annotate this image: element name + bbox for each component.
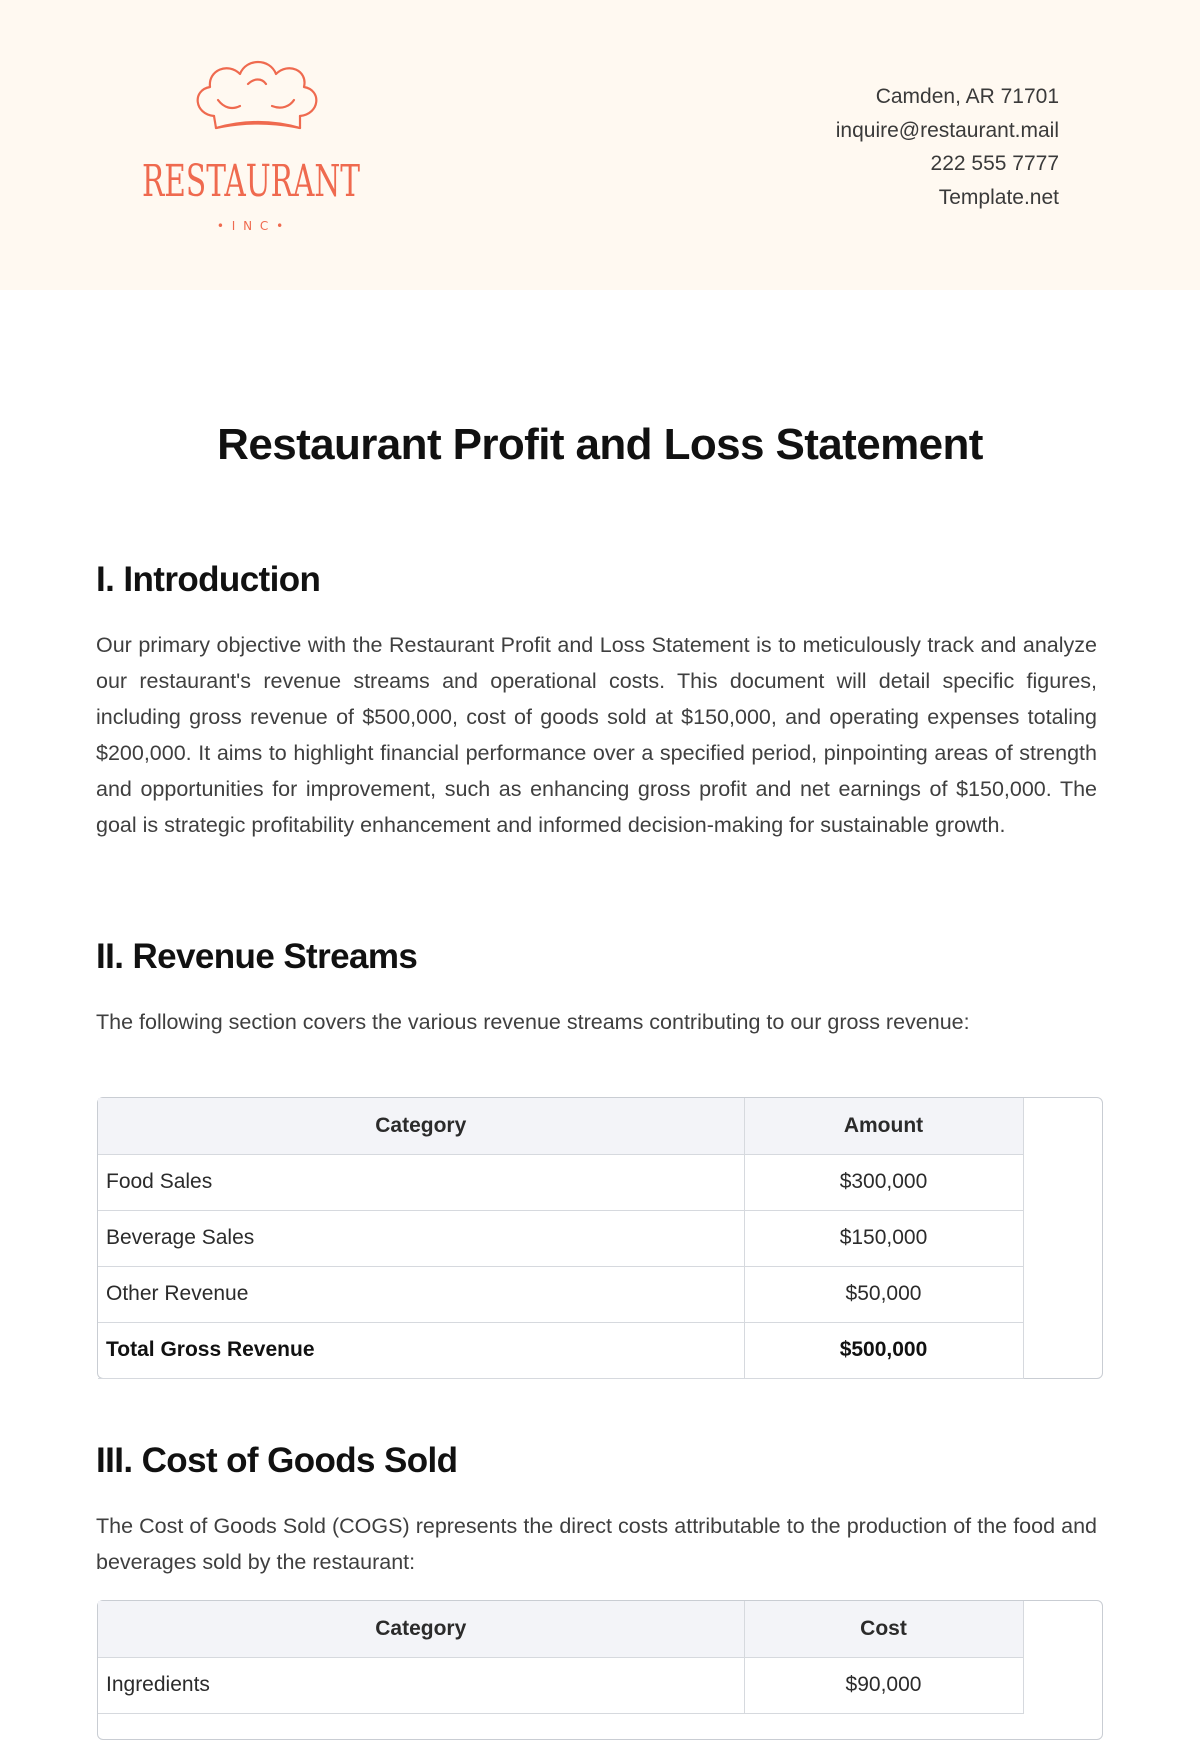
table-cell-cost: $90,000	[744, 1657, 1023, 1713]
table-row	[98, 1657, 1023, 1713]
section-heading-cogs: III. Cost of Goods Sold	[96, 1441, 458, 1480]
column-header-category: Category	[98, 1601, 744, 1657]
table-cell-category: Food Sales	[98, 1154, 744, 1210]
letterhead	[0, 0, 1200, 290]
restaurant-logo	[136, 54, 366, 239]
table-header-row	[98, 1601, 1023, 1657]
section-heading-revenue-streams: II. Revenue Streams	[96, 937, 418, 976]
column-header-cost: Cost	[744, 1601, 1023, 1657]
document-title: Restaurant Profit and Loss Statement	[217, 420, 983, 469]
cogs-table	[97, 1600, 1103, 1740]
table-cell-amount: $150,000	[744, 1210, 1023, 1266]
table-header-row	[98, 1098, 1023, 1154]
logo-wordmark: RESTAURANT	[142, 156, 360, 207]
total-label: Total Gross Revenue	[98, 1322, 744, 1378]
table-row	[98, 1210, 1023, 1266]
website-link[interactable]: Template.net	[938, 185, 1059, 209]
contact-block	[836, 80, 1059, 214]
table-cell-category: Other Revenue	[98, 1266, 744, 1322]
table-row	[98, 1154, 1023, 1210]
column-header-category: Category	[98, 1098, 744, 1154]
table-cell-amount: $300,000	[744, 1154, 1023, 1210]
table-total-row	[98, 1322, 1023, 1378]
table-row	[98, 1266, 1023, 1322]
cogs-paragraph: The Cost of Goods Sold (COGS) represents the direct costs attributable to the production of the food and beverages sold by the restaurant:	[96, 1514, 1097, 1574]
introduction-paragraph: Our primary objective with the Restaurant Profit and Loss Statement is to meticulously track and analyze our restaurant's revenue streams and operational costs. This document will detail specific figures, including gross revenue of $500,000, cost of goods sold at $150,000, and operating expenses totaling $200,000. It aims to highlight financial performance over a specified period, pinpointing areas of strength and opportunities for improvement, such as enhancing gross profit and net earnings of $150,000. The goal is strategic profitability enhancement and informed decision-making for sustainable growth.	[96, 633, 1097, 837]
revenue-table	[97, 1097, 1103, 1379]
table-cell-category: Beverage Sales	[98, 1210, 744, 1266]
address-text: Camden, AR 71701	[875, 85, 1059, 108]
section-heading-introduction: I. Introduction	[96, 560, 321, 599]
table-cell-amount: $50,000	[744, 1266, 1023, 1322]
column-header-amount: Amount	[744, 1098, 1023, 1154]
total-amount: $500,000	[744, 1322, 1023, 1378]
table-cell-category: Ingredients	[98, 1657, 744, 1713]
logo-subtext: • I N C •	[216, 219, 286, 233]
phone-text: 222 555 7777	[930, 152, 1059, 175]
revenue-paragraph: The following section covers the various revenue streams contributing to our gross revenue:	[96, 1010, 970, 1034]
chef-hat-icon	[198, 62, 317, 128]
email-link[interactable]: inquire@restaurant.mail	[835, 118, 1059, 142]
